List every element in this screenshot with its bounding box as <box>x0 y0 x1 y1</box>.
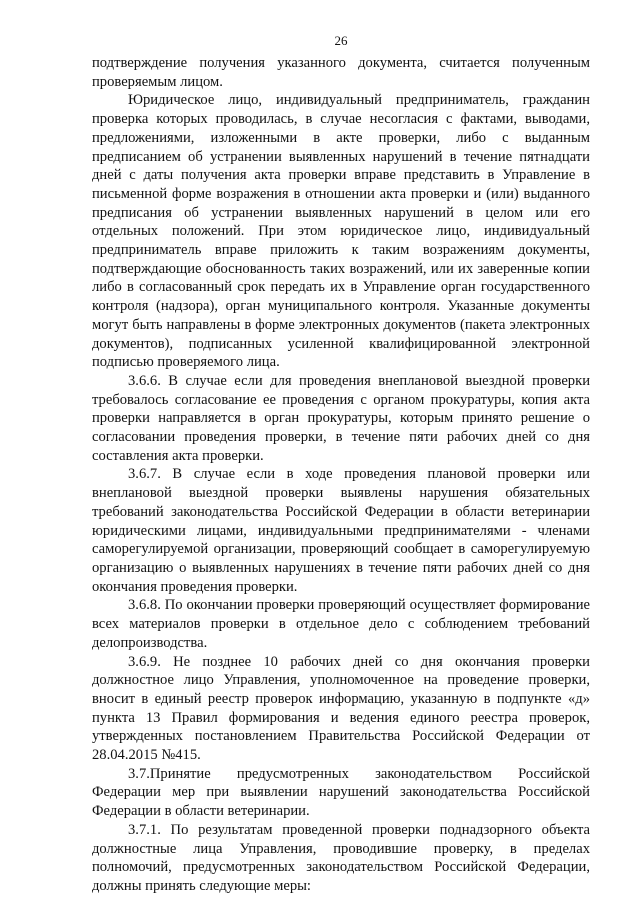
paragraph-objections: Юридическое лицо, индивидуальный предприниматель, гражданин проверка которых проводилась, в случае несогласия с фактами, выводами, предложениями, изложенными в акте проверки, либо с выданным предписанием об устранении выявленных нарушений в течение пятнадцати дней с даты получения акта проверки вправе представить в Управление в письменной форме возражения в отношении акта проверки и (или) выданного предписания об устранении выявленных нарушений в целом или его отдельных положений. При этом юридическое лицо, индивидуальный предприниматель вправе приложить к таким возражениям документы, подтверждающие обоснованность таких возражений, или их заверенные копии либо в согласованный срок передать их в Управление орган государственного контроля (надзора), орган муниципального контроля. Указанные документы могут быть направлены в форме электронных документов (пакета электронных документов), подписанных усиленной квалифицированной электронной подписью проверяемого лица. <box>92 92 590 371</box>
paragraph-3-7-1: 3.7.1. По результатам проведенной проверки поднадзорного объекта должностные лица Управления, проводившие проверку, в пределах полномочий, предусмотренных законодательством Российской Федерации, должны принять следующие меры: <box>92 821 590 894</box>
paragraph-3-7: 3.7.Принятие предусмотренных законодательством Российской Федерации мер при выявлении нарушений законодательства Российской Федерации в области ветеринарии. <box>92 765 590 820</box>
paragraph-3-6-7: 3.6.7. В случае если в ходе проведения плановой проверки или внеплановой выездной проверки выявлены нарушения обязательных требований законодательства Российской Федерации в области ветеринарии юридическими лицами, индивидуальными предпринимателями - членами саморегулируемой организации, проверяющий сообщает в саморегулируемую организацию о выявленных нарушениях в течение пяти рабочих дней со дня окончания проведения проверки. <box>92 466 590 595</box>
paragraph-continuation: подтверждение получения указанного документа, считается полученным проверяемым лицом. <box>92 55 590 90</box>
paragraph-3-6-6: 3.6.6. В случае если для проведения внеплановой выездной проверки требовалось согласование ее проведения с органом прокуратуры, копия акта проверки направляется в орган прокуратуры, которым принято решение о согласовании проведения проверки, в течение пяти рабочих дней со дня составления акта проверки. <box>92 372 590 464</box>
paragraph-3-6-9: 3.6.9. Не позднее 10 рабочих дней со дня окончания проверки должностное лицо Управления, уполномоченное на проведение проверки, вносит в единый реестр проверок информацию, указанную в подпункте «д» пункта 13 Правил формирования и ведения единого реестра проверок, утвержденных постановлением Правительства Российской Федерации от 28.04.2015 №415. <box>92 653 590 764</box>
page-number: 26 <box>334 33 348 48</box>
paragraph-3-6-8: 3.6.8. По окончании проверки проверяющий осуществляет формирование всех материалов проверки в отдельное дело с соблюдением требований делопроизводства. <box>92 597 590 651</box>
